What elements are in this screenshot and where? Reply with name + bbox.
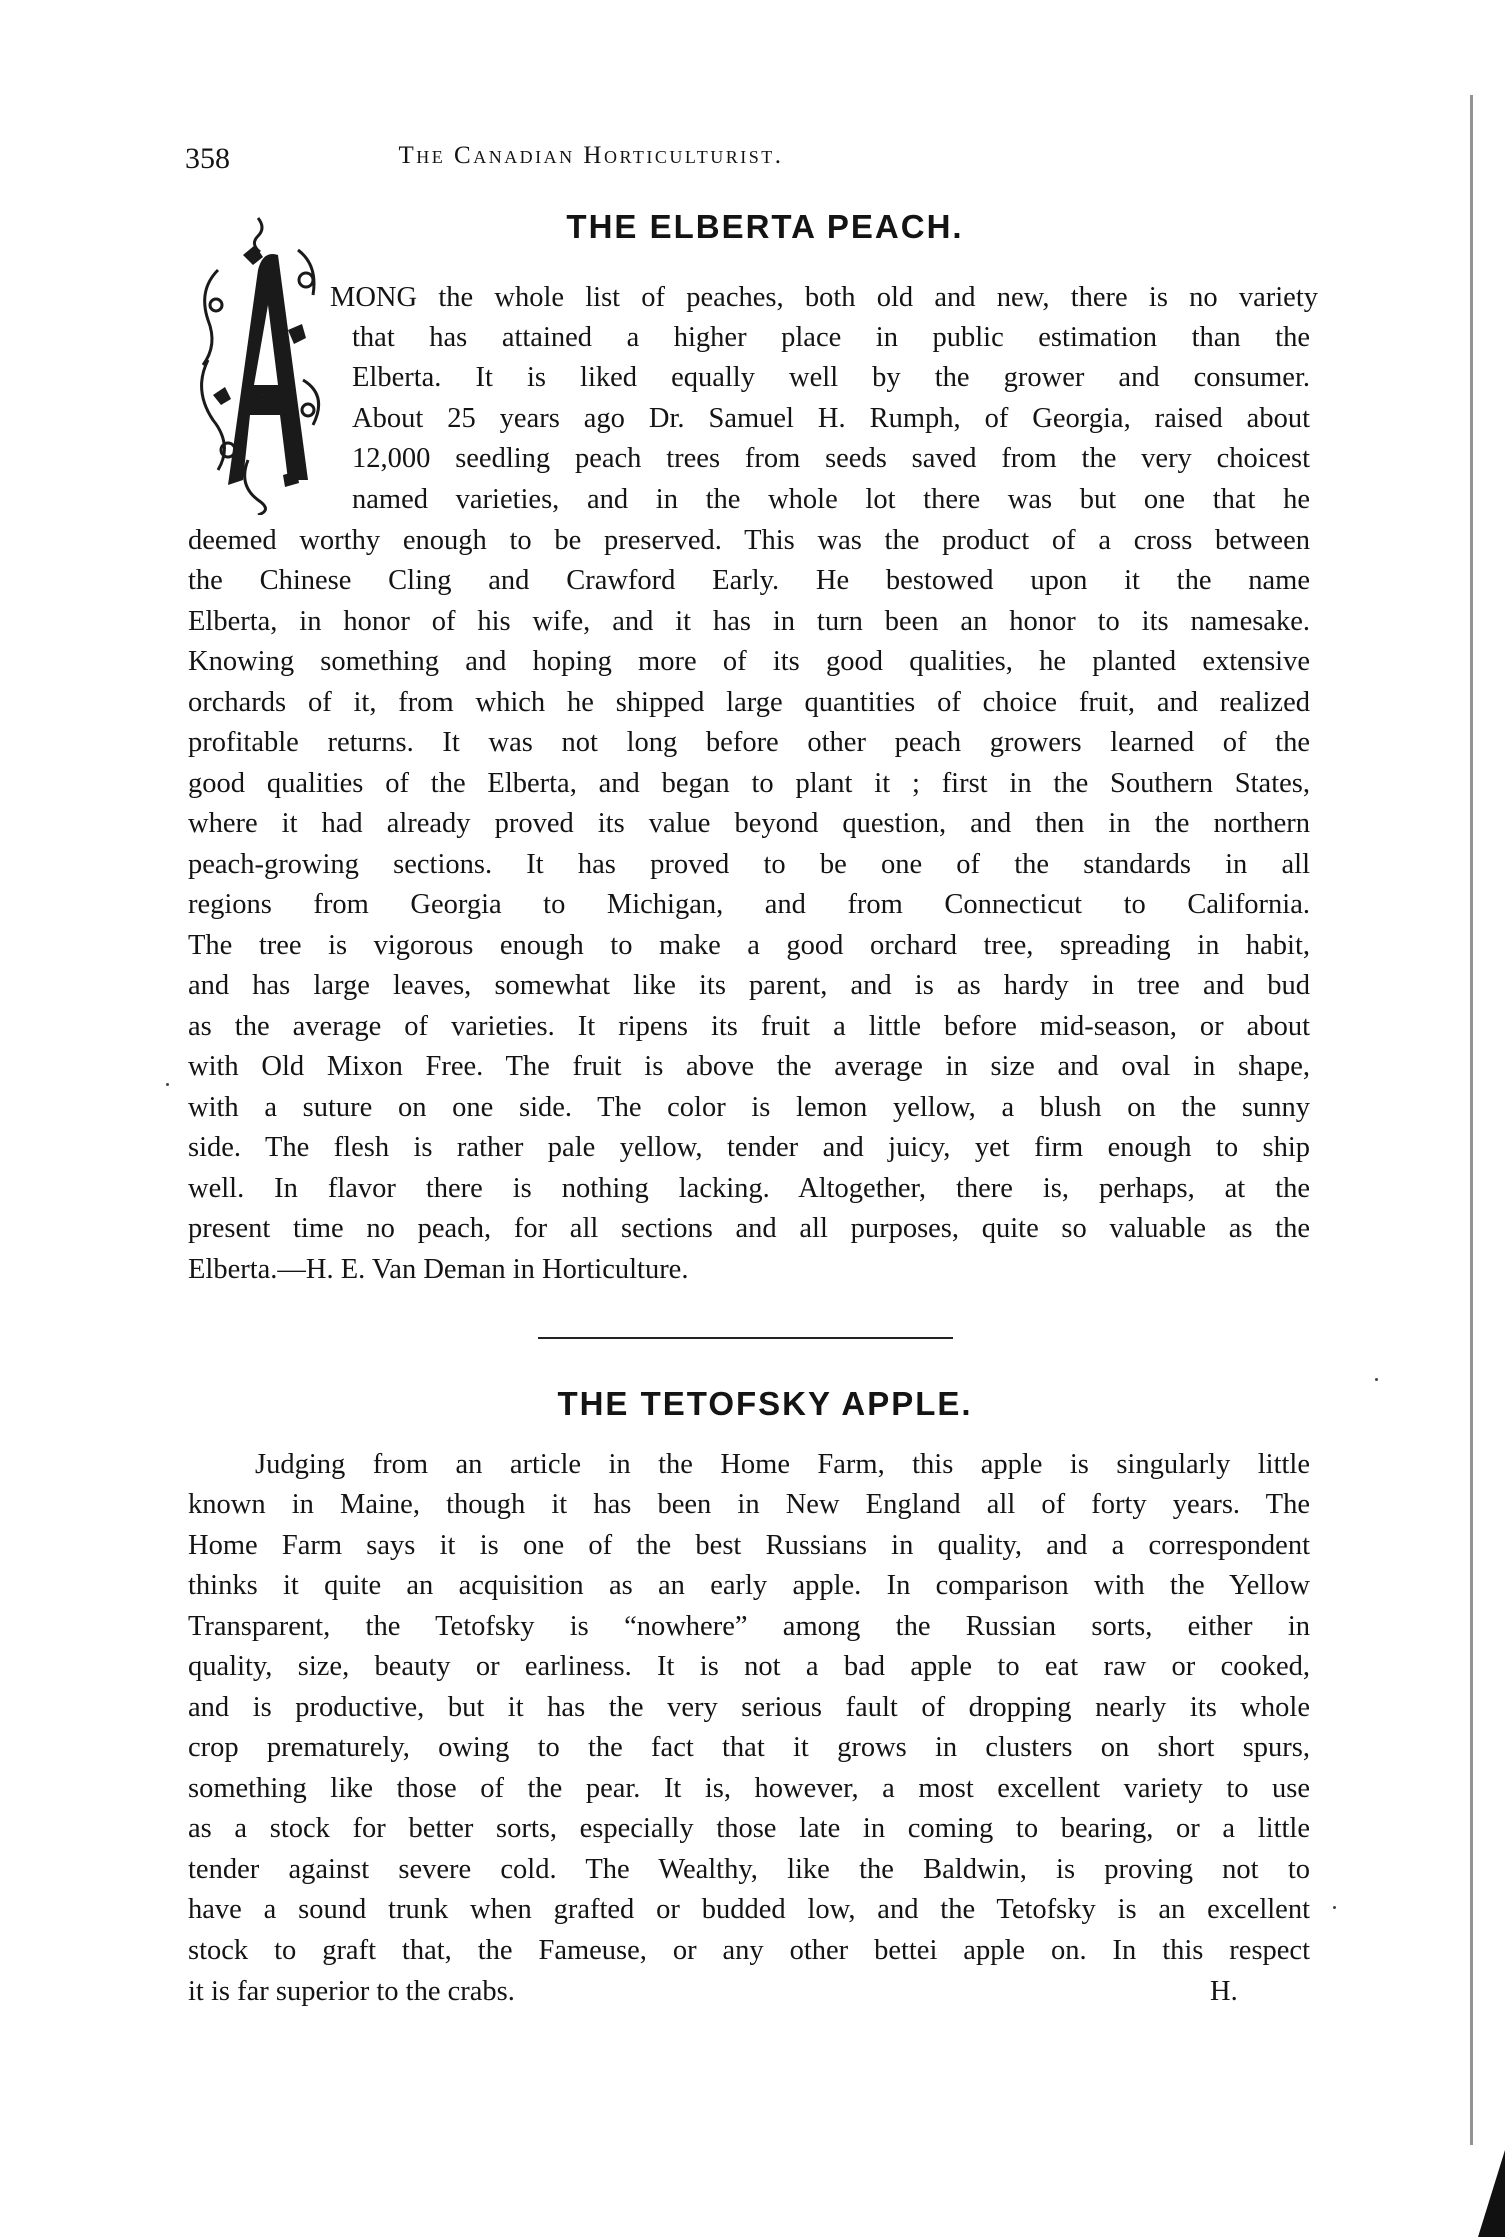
text-line: Elberta, in honor of his wife, and it has in turn been an honor to its namesake. [188,606,1310,637]
scan-speck [166,1083,169,1086]
text-line: quality, size, beauty or earliness. It is not a bad apple to eat raw or cooked, [188,1651,1310,1682]
journal-title: The Canadian Horticulturist. [398,142,784,169]
text-line: the Chinese Cling and Crawford Early. He bestowed upon it the name [188,565,1310,596]
page-edge-shadow [1470,95,1473,2145]
text-line: something like those of the pear. It is, however, a most excellent variety to use [188,1773,1310,1804]
text-line: and has large leaves, somewhat like its parent, and is as hardy in tree and bud [188,970,1310,1001]
ornamental-drop-cap [188,210,336,515]
text-line: it is far superior to the crabs. [188,1976,515,2007]
text-line: tender against severe cold. The Wealthy, like the Baldwin, is proving not to [188,1854,1310,1885]
text-line: crop prematurely, owing to the fact that it grows in clusters on short spurs, [188,1732,1310,1763]
section-divider [538,1337,953,1339]
article-title-elberta-peach: THE ELBERTA PEACH. [566,208,964,245]
text-line: and is productive, but it has the very serious fault of dropping nearly its whole [188,1692,1310,1723]
text-line: Knowing something and hoping more of its good qualities, he planted extensive [188,646,1310,677]
page-number: 358 [185,142,230,175]
text-line: known in Maine, though it has been in New England all of forty years. The [188,1489,1310,1520]
text-line: side. The flesh is rather pale yellow, tender and juicy, yet firm enough to ship [188,1132,1310,1163]
text-line: Elberta.—H. E. Van Deman in Horticulture. [188,1254,689,1285]
article-title-tetofsky-apple: THE TETOFSKY APPLE. [557,1385,973,1422]
scan-speck [1333,1906,1336,1909]
text-line: orchards of it, from which he shipped large quantities of choice fruit, and realized [188,687,1310,718]
text-line: 12,000 seedling peach trees from seeds saved from the very choicest [352,443,1310,474]
text-line: deemed worthy enough to be preserved. This was the product of a cross between [188,525,1310,556]
text-line: where it had already proved its value beyond question, and then in the northern [188,808,1310,839]
text-line: MONG the whole list of peaches, both old and new, there is no variety [330,282,1318,313]
text-line: profitable returns. It was not long before other peach growers learned of the [188,727,1310,758]
scan-speck [1375,1378,1378,1381]
text-line: regions from Georgia to Michigan, and from Connecticut to California. [188,889,1310,920]
text-line: as a stock for better sorts, especially those late in coming to bearing, or a little [188,1813,1310,1844]
author-signature: H. [1210,1976,1238,2007]
text-line: About 25 years ago Dr. Samuel H. Rumph, of Georgia, raised about [352,403,1310,434]
text-line: The tree is vigorous enough to make a good orchard tree, spreading in habit, [188,930,1310,961]
drop-cap-letter: A [262,395,263,396]
text-line: thinks it quite an acquisition as an early apple. In comparison with the Yellow [188,1570,1310,1601]
text-line: Elberta. It is liked equally well by the grower and consumer. [352,362,1310,393]
text-line: with Old Mixon Free. The fruit is above the average in size and oval in shape, [188,1051,1310,1082]
text-line: present time no peach, for all sections and all purposes, quite so valuable as the [188,1213,1310,1244]
text-line: Transparent, the Tetofsky is “nowhere” among the Russian sorts, either in [188,1611,1310,1642]
text-line: peach-growing sections. It has proved to be one of the standards in all [188,849,1310,880]
page-corner-shadow [1478,2150,1505,2237]
text-line: have a sound trunk when grafted or budded low, and the Tetofsky is an excellent [188,1894,1310,1925]
text-line: Judging from an article in the Home Farm, this apple is singularly little [255,1449,1310,1480]
text-line: named varieties, and in the whole lot there was but one that he [352,484,1310,515]
text-line: as the average of varieties. It ripens its fruit a little before mid-season, or about [188,1011,1310,1042]
text-line: with a suture on one side. The color is lemon yellow, a blush on the sunny [188,1092,1310,1123]
text-line: stock to graft that, the Fameuse, or any other bettei apple on. In this respect [188,1935,1310,1966]
text-line: good qualities of the Elberta, and began to plant it ; first in the Southern States, [188,768,1310,799]
text-line: well. In flavor there is nothing lacking. Altogether, there is, perhaps, at the [188,1173,1310,1204]
text-line: that has attained a higher place in public estimation than the [352,322,1310,353]
text-line: Home Farm says it is one of the best Russians in quality, and a correspondent [188,1530,1310,1561]
running-head [185,142,997,182]
